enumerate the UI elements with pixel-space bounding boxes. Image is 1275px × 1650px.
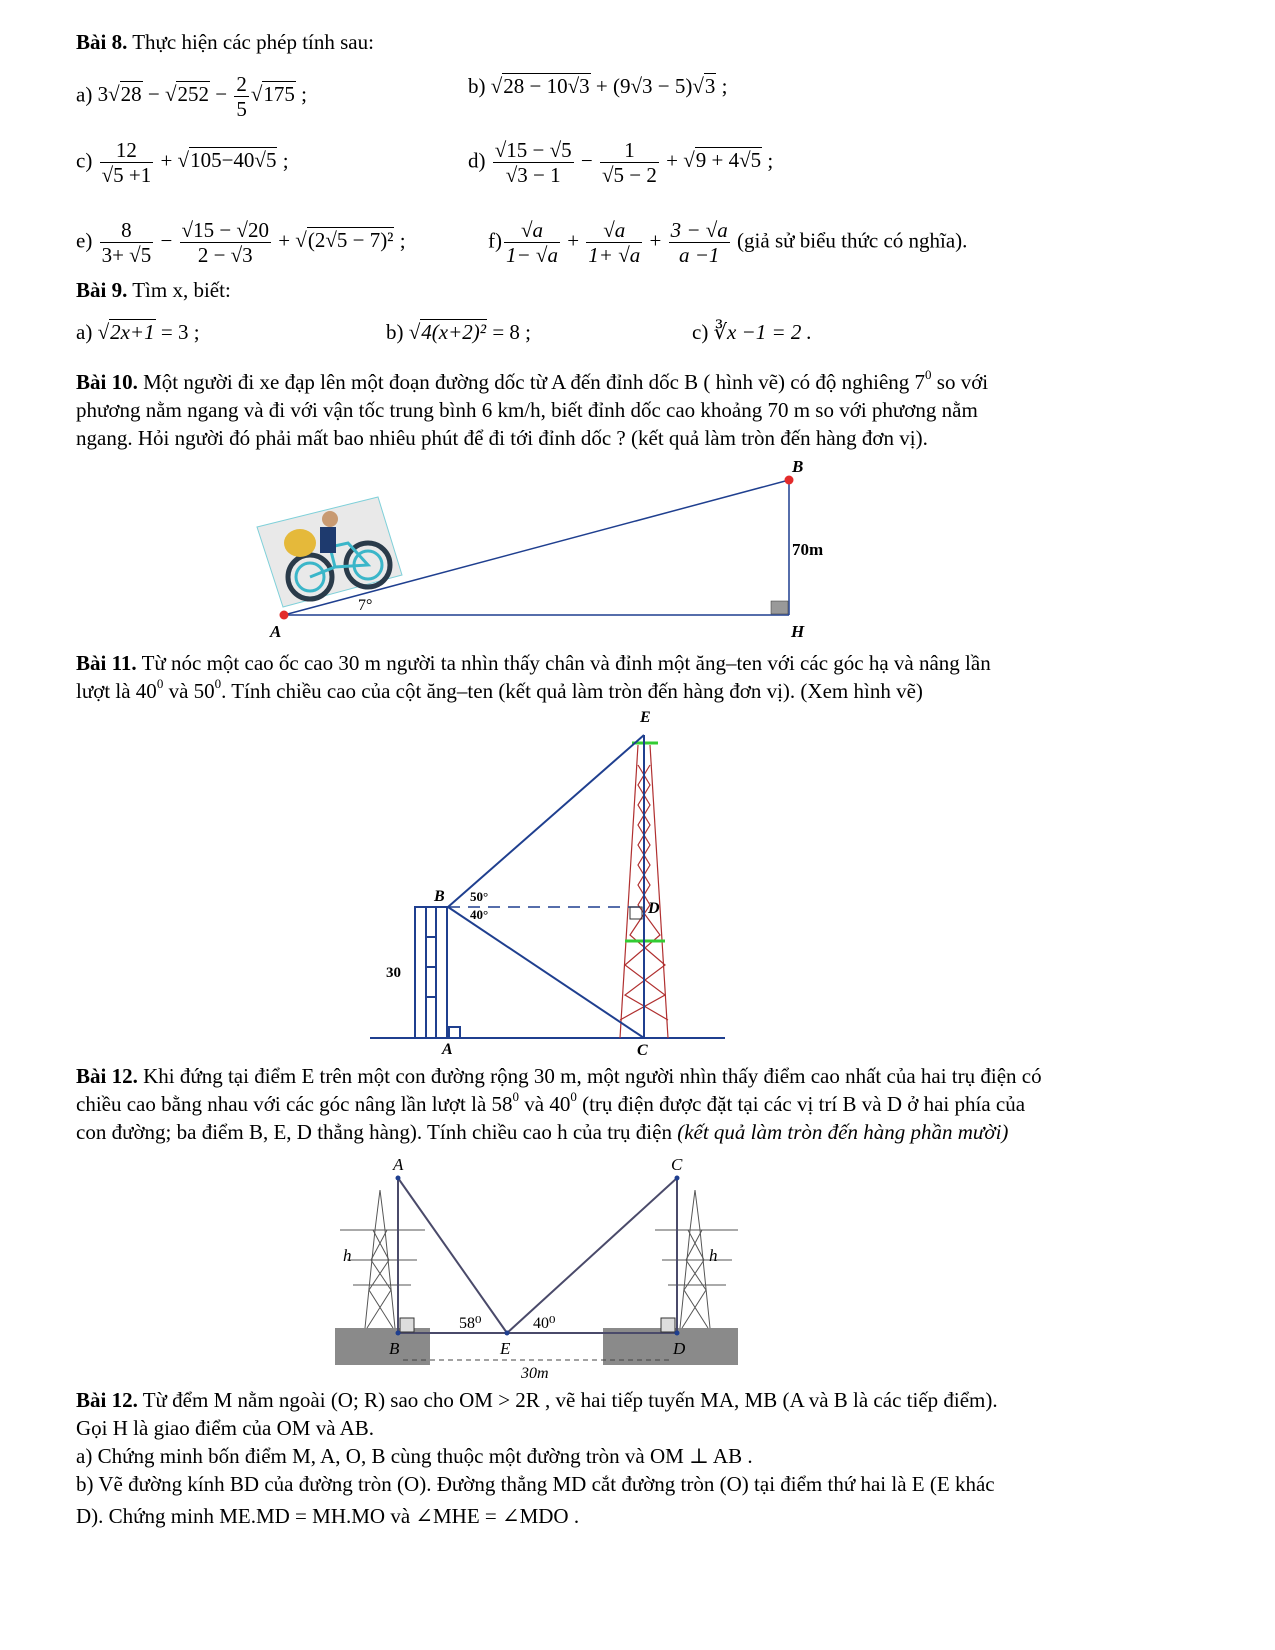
frac-num: √a [504, 218, 560, 243]
bai11-text1: Từ nóc một cao ốc cao 30 m người ta nhìn thấy chân và đỉnh một ăng–ten với các góc hạ và nâng lần [141, 651, 991, 675]
bai8-e-rad: (2√5 − 7)² [307, 228, 394, 253]
bai12b-line5: D). Chứng minh ME.MD = MH.MO và ∠MHE = ∠MDO . [76, 1504, 580, 1528]
bai12a-figure [335, 1150, 740, 1380]
frac-den: a −1 [678, 243, 720, 267]
bai9-c [692, 318, 812, 346]
bai12b-line1 [76, 1386, 1215, 1414]
label-e: E [500, 1339, 511, 1358]
bai12b-line4: b) Vẽ đường kính BD của đường tròn (O). Đường thẳng MD cắt đường tròn (O) tại điểm thứ hai là E (E khác [76, 1472, 995, 1496]
frac-den: 1+ √a [588, 243, 641, 267]
bai8-c-label: c) [76, 148, 93, 173]
bai8-f-plus1: + [561, 228, 585, 253]
label-d: D [673, 1339, 686, 1358]
degree-sup: 0 [925, 367, 932, 382]
frac-den: √3 − 1 [505, 163, 561, 187]
bai12b-text1: Từ đểm M nằm ngoài (O; R) sao cho OM > 2R , vẽ hai tiếp tuyến MA, MB (A và B là các tiếp điểm). [142, 1388, 998, 1412]
bai9-a-rad: 2x+1 [110, 320, 155, 344]
bai8-a-part6: 175 [263, 82, 295, 107]
point-b [785, 476, 794, 485]
bai8-f-plus2: + [644, 228, 667, 253]
bai8-a-end: ; [295, 82, 307, 107]
degree-sup: 0 [214, 676, 222, 691]
bai8-heading [76, 28, 1215, 56]
label-h-left: h [343, 1246, 352, 1265]
bai12a-text2c: (trụ điện được đặt tại các vị trí B và D ở hai phía của [576, 1092, 1026, 1116]
bai9-text: Tìm x, biết: [132, 278, 231, 302]
bai11-text2c: . Tính chiều cao của cột ăng–ten (kết quả làm tròn đến hàng đơn vị). (Xem hình vẽ) [221, 679, 923, 703]
bai8-e-label: e) [76, 228, 93, 253]
degree-sup: 0 [570, 1089, 577, 1104]
radical [178, 148, 190, 172]
frac-den: 3+ √5 [101, 243, 152, 267]
frac-num: √15 − √20 [181, 218, 269, 242]
bai11-line1 [76, 649, 1215, 677]
bai8-b-part2: + (9√3 − 5) [590, 74, 693, 98]
bai8-f-frac2 [586, 218, 642, 267]
bai12a-title: Bài 12. [76, 1064, 138, 1088]
line-ae [398, 1178, 507, 1333]
bai8-e-minus: − [155, 228, 178, 253]
label-c: C [671, 1155, 683, 1174]
frac-num: 12 [100, 138, 154, 163]
radical [165, 82, 177, 106]
bai11-text2b: và 50 [163, 679, 215, 703]
right-angle-left [400, 1318, 414, 1332]
bai9-c-label: c) [692, 320, 709, 344]
line-ce [507, 1178, 677, 1333]
label-58: 58⁰ [459, 1315, 482, 1332]
radical [98, 320, 110, 344]
bai9-b-end: = 8 ; [487, 320, 531, 344]
bai12a-text2a: chiều cao bằng nhau với các góc nâng lần lượt là 58 [76, 1092, 513, 1116]
bai10-figure [240, 455, 840, 645]
bai8-e-plus: + [272, 228, 296, 253]
bai12b-line3: a) Chứng minh bốn điểm M, A, O, B cùng thuộc một đường tròn và OM ⊥ AB . [76, 1444, 753, 1468]
bai12a-text1: Khi đứng tại điểm E trên một con đường rộng 30 m, một người nhìn thấy điểm cao nhất của hai trụ điện có [143, 1064, 1042, 1088]
label-e: E [640, 709, 651, 726]
bai8-c-end: ; [277, 148, 289, 173]
point-d [675, 1331, 680, 1336]
label-angle: 7° [358, 597, 373, 614]
bai8-d-frac2 [600, 138, 659, 187]
bai8-row-ab [76, 72, 1215, 121]
cyclist-image [257, 497, 402, 607]
bai8-row-cd [76, 138, 1215, 187]
bai8-b-rad: 28 − 10√3 [503, 74, 590, 98]
bai9-heading [76, 276, 1215, 304]
bai11-text2a: lượt là 40 [76, 679, 157, 703]
bai8-d-minus: − [575, 148, 598, 173]
bai10-line1 [76, 368, 1215, 396]
frac-num: √15 − √5 [494, 138, 572, 162]
bai8-a-expr [97, 72, 307, 121]
label-d: D [648, 900, 660, 917]
bai8-b-end: ; [716, 74, 728, 98]
bai8-d-rad: 9 + 4√5 [695, 148, 762, 173]
bai8-f-label: f) [488, 228, 502, 253]
label-h-right: h [709, 1246, 718, 1265]
bai11-figure [370, 705, 730, 1060]
degree-sup: 0 [156, 676, 164, 691]
bai9-title: Bài 9. [76, 278, 128, 302]
pylon-left [340, 1190, 425, 1328]
bai8-c-plus: + [155, 148, 178, 173]
bai12a-line1 [76, 1062, 1215, 1090]
bai8-d-label: d) [468, 148, 486, 173]
radical [295, 228, 307, 252]
bai11-title: Bài 11. [76, 651, 137, 675]
bai8-b-part3: 3 [704, 74, 716, 98]
bai8-text: Thực hiện các phép tính sau: [132, 30, 374, 54]
bai8-a-part5: − [209, 82, 233, 107]
bai9-a-label: a) [76, 320, 93, 344]
radical [409, 320, 421, 344]
bai9-b-rad: 4(x+2)² [421, 320, 487, 344]
point-a [280, 611, 289, 620]
label-a: A [393, 1155, 404, 1174]
bai9-a-end: = 3 ; [155, 320, 200, 344]
bai8-a-part1: 3 [97, 82, 109, 107]
bai12a-text3b: (kết quả làm tròn đến hàng phần mười) [677, 1120, 1009, 1144]
bai12b-line2: Gọi H là giao điểm của OM và AB. [76, 1416, 375, 1440]
label-b: B [389, 1339, 400, 1358]
label-70m: 70m [792, 540, 824, 559]
line-be [448, 735, 644, 907]
frac-den: 5 [236, 97, 247, 121]
bai8-a-part4: 252 [177, 82, 209, 107]
bai8-row-ef [76, 218, 1215, 267]
bai8-f-note: (giả sử biểu thức có nghĩa). [731, 228, 968, 253]
label-c: C [637, 1042, 648, 1059]
frac-den: 2 − √3 [197, 243, 253, 267]
building [415, 907, 460, 1038]
bai9-b-label: b) [386, 320, 404, 344]
bai10-line3: ngang. Hỏi người đó phải mất bao nhiêu phút để đi tới đỉnh dốc ? (kết quả làm tròn đến hàng đơn vị). [76, 426, 928, 450]
radical [683, 148, 695, 172]
bai8-b [468, 72, 727, 100]
bai10-text1: Một người đi xe đạp lên một đoạn đường dốc từ A đến đỉnh dốc B ( hình vẽ) có độ nghiêng 7 [143, 370, 926, 394]
bai9-row [76, 318, 1215, 346]
bai8-e-end: ; [394, 228, 406, 253]
radical [491, 74, 503, 98]
label-h: H [791, 622, 805, 641]
radical [692, 74, 704, 98]
bai12a-text3a: con đường; ba điểm B, E, D thẳng hàng). Tính chiều cao h của trụ điện [76, 1120, 678, 1144]
frac-num: 8 [100, 218, 154, 243]
label-a: A [270, 622, 282, 641]
point-e [505, 1331, 510, 1336]
degree-sup: 0 [512, 1089, 520, 1104]
frac-den: 1− √a [506, 243, 558, 267]
bai8-b-label: b) [468, 74, 486, 98]
bai8-f [488, 218, 967, 267]
point-b [396, 1331, 401, 1336]
label-30: 30 [386, 965, 401, 981]
bai9-b [386, 318, 531, 346]
label-b: B [434, 888, 445, 905]
frac-den: √5 +1 [101, 163, 152, 187]
bai12a-line3 [76, 1118, 1215, 1146]
bai11-line2 [76, 677, 1215, 705]
bai8-d-end: ; [762, 148, 774, 173]
line-bc [448, 907, 644, 1038]
frac-num: 1 [600, 138, 659, 163]
label-40: 40° [470, 907, 489, 922]
radical [251, 82, 263, 106]
frac-num: 2 [236, 72, 247, 96]
frac-den: √5 − 2 [602, 163, 657, 187]
bai8-c-rad: 105−40√5 [190, 148, 277, 173]
bai8-f-frac1 [504, 218, 560, 267]
bai12a-line2 [76, 1090, 1215, 1118]
bai8-a-part3: − [142, 82, 165, 107]
label-40: 40⁰ [533, 1315, 556, 1332]
point-a [396, 1176, 401, 1181]
right-angle-right [661, 1318, 675, 1332]
bai8-a-label: a) [76, 82, 93, 107]
point-c [675, 1176, 680, 1181]
bai8-f-frac3 [669, 218, 730, 267]
label-30m: 30m [521, 1365, 549, 1380]
bai10-line2: phương nằm ngang và đi với vận tốc trung bình 6 km/h, biết đỉnh dốc cao khoảng 70 m so với phương nằm [76, 398, 978, 422]
frac-num: 3 − √a [670, 218, 728, 242]
bai8-e-frac2 [180, 218, 271, 267]
bai12b-title: Bài 12. [76, 1388, 138, 1412]
pylon-right [655, 1190, 738, 1328]
bai8-d-plus: + [660, 148, 684, 173]
right-angle-mark [771, 601, 788, 614]
bai8-d [468, 138, 773, 187]
label-50: 50° [470, 889, 489, 904]
label-a: A [442, 1041, 453, 1058]
frac-num: √a [586, 218, 642, 243]
bai8-a-part2: 28 [120, 82, 142, 107]
bai12a-text2b: và 40 [519, 1092, 571, 1116]
bai8-d-frac1 [493, 138, 574, 187]
radical [108, 82, 120, 106]
bai8-e-frac1 [100, 218, 154, 267]
bai8-c-frac [100, 138, 154, 187]
bai10-text1-end: so với [931, 370, 989, 394]
label-b: B [792, 457, 804, 476]
bai8-a-frac [234, 72, 249, 121]
bai10-title: Bài 10. [76, 370, 138, 394]
bai8-title: Bài 8. [76, 30, 128, 54]
bai9-c-expr: ∛x −1 = 2 . [713, 320, 812, 344]
